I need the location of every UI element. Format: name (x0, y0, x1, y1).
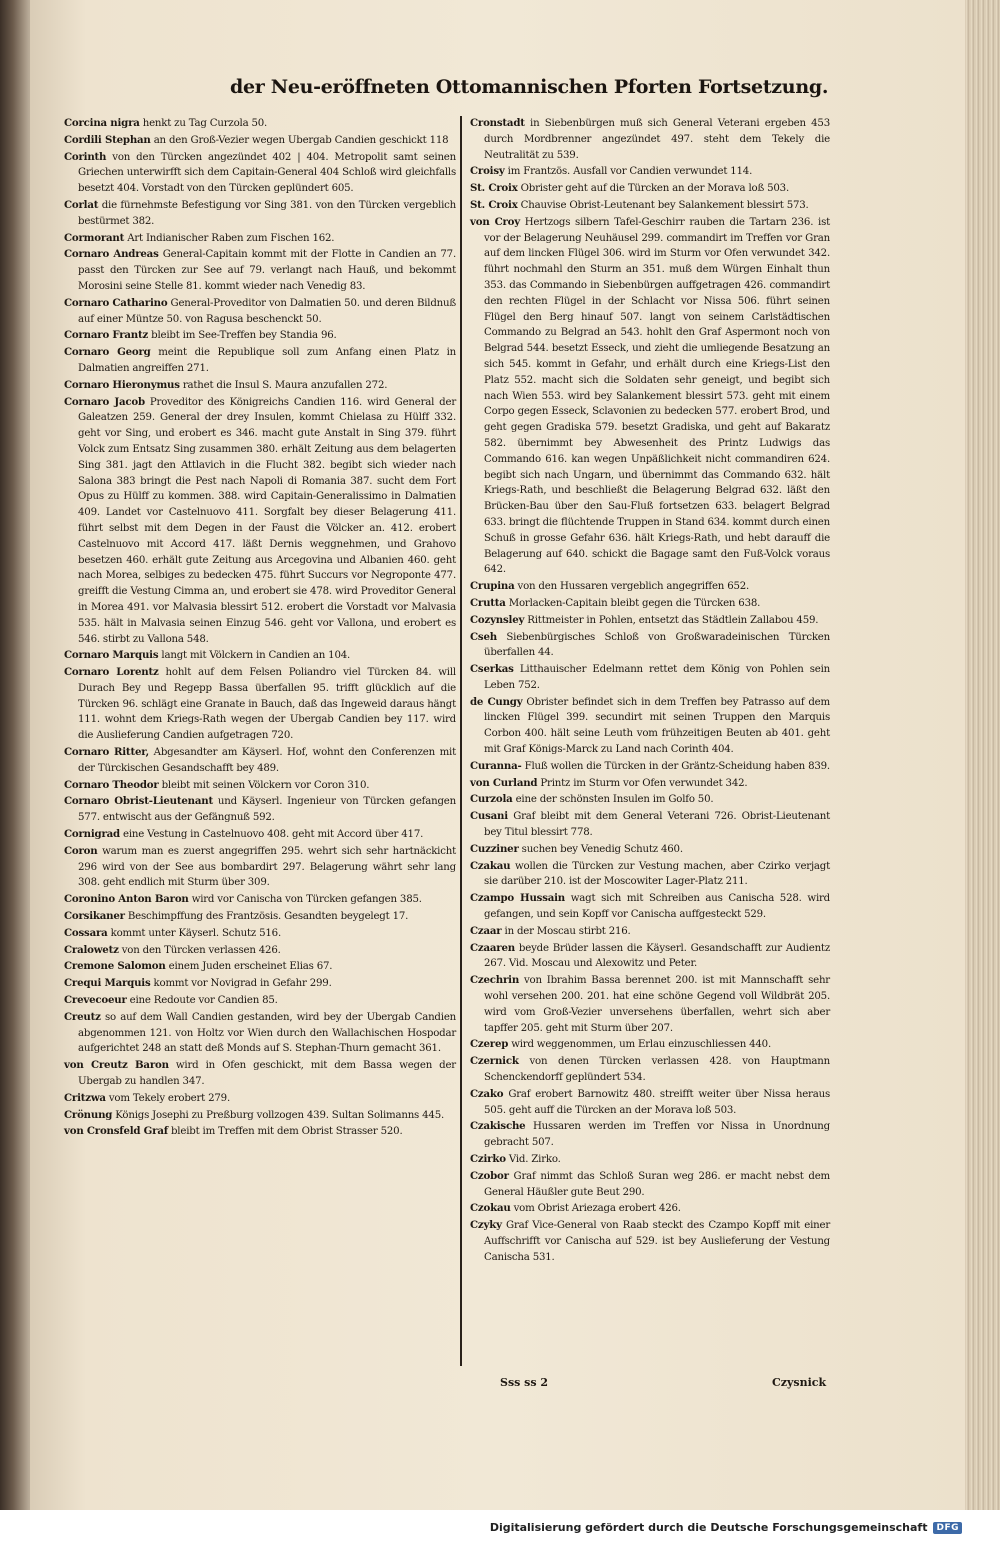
index-entry (64, 395, 456, 648)
entry-headword: Cordili Stephan (64, 133, 151, 146)
entry-headword: Czaar (470, 924, 502, 937)
index-entry (470, 891, 830, 923)
entry-headword: Crevecoeur (64, 994, 127, 1007)
entry-headword: Cornaro Hieronymus (64, 378, 180, 391)
index-entry (64, 150, 456, 197)
index-entry (64, 345, 456, 377)
entry-headword: Corsikaner (64, 910, 125, 923)
entry-headword: Czyky (470, 1219, 502, 1232)
index-entry (470, 859, 830, 891)
index-entry (64, 247, 456, 294)
entry-text: wagt sich mit Schreiben aus Canischa 528. wird gefangen, und sein Kopff vor Canischa auffgesteckt 529. (484, 893, 830, 921)
entry-text: Vid. Zirko. (508, 1154, 561, 1165)
page-edges (965, 0, 1000, 1510)
index-entry (470, 1037, 830, 1053)
index-entry (64, 665, 456, 744)
entry-headword: Cozynsley (470, 613, 525, 626)
index-entry (64, 378, 456, 394)
entry-text: General-Proveditor von Dalmatien 50. und deren Bildnuß auf einer Müntze 50. von Ragusa beschenckt 50. (78, 297, 456, 325)
index-column-left (64, 116, 456, 1141)
entry-headword: St. Croix (470, 182, 518, 195)
entry-text: Art Indianischer Raben zum Fischen 162. (127, 232, 335, 244)
index-entry (470, 116, 830, 163)
index-entry (470, 630, 830, 662)
entry-text: kommt unter Käyserl. Schutz 516. (110, 927, 281, 939)
index-entry (64, 892, 456, 908)
entry-text: bleibt im See-Treffen bey Standia 96. (151, 330, 337, 342)
column-rule (460, 116, 462, 1366)
entry-text: Graf bleibt mit dem General Veterani 726. Obrist-Lieutenant bey Titul blessirt 778. (484, 811, 830, 839)
entry-headword: Curzola (470, 793, 513, 806)
entry-text: Königs Josephi zu Preßburg vollzogen 439. Sultan Solimanns 445. (115, 1109, 445, 1121)
index-entry (470, 842, 830, 858)
index-entry (64, 827, 456, 843)
entry-text: Morlacken-Capitain bleibt gegen die Türcken 638. (508, 597, 761, 609)
entry-headword: Czokau (470, 1202, 511, 1215)
signature-mark: Sss ss 2 (500, 1376, 549, 1389)
entry-text: an den Groß-Vezier wegen Ubergab Candien geschickt 118 (153, 134, 449, 146)
index-entry (64, 993, 456, 1009)
index-entry (470, 1201, 830, 1217)
index-entry (64, 1091, 456, 1107)
entry-headword: Cornaro Theodor (64, 778, 159, 791)
entry-text: suchen bey Venedig Schutz 460. (521, 843, 683, 855)
entry-headword: Cornaro Georg (64, 346, 151, 359)
index-entry (470, 695, 830, 758)
entry-text: Hertzogs silbern Tafel-Geschirr rauben die Tartarn 236. ist vor der Belagerung Neuhäusel 299. commandirt im Treffen vor Gran auf dem lincken Flügel 306. wird im Sturm vor Ofen verwundet 342. führt nochmahl den Sturm an 351. muß dem Würgen Einhalt thun 353. das Commando in Siebenbürgen auffgetragen 426. commandirt den rechten Flügel in der Schlacht vor Nissa 506. führt seinen Flügel den Berg hinauf 507. langt von seinem Carlstädtischen Commando zu Belgrad an 543. hohlt den Graf Aspermont noch von Belgrad 544. besetzt Esseck, und zieht die umliegende Besatzung an sich 545. kommt in Gefahr, und erhält durch eine Kriegs-List den Platz 552. macht sich die Soldaten sehr geneigt, und begibt sich nach Wien 553. wird bey Salankement blessirt 573. geht mit einem Corpo gegen Esseck, Sclavonien zu bedecken 577. erobert Brod, und geht gegen Gradiska 579. besetzt Gradiska, und geht auf Bakaratz 582. übernimmt bey Abwesenheit des Printz Ludwigs das Commando 616. kan wegen Unpäßlichkeit nicht commandiren 624. begibt sich nach Ungarn, und übernimmt das Commando 632. hält Kriegs-Rath, und beschließt die Belagerung Belgrad 632. läßt den Brücken-Bau über den Sau-Fluß fortsetzen 633. belagert Belgrad 633. bringt die flüchtende Truppen in Stand 634. kommt durch einen Schuß in grosse Gefahr 636. hält Kriegs-Rath, und hebt darauff die Belagerung auf 640. schickt die Bagage samt den Fuß-Volck voraus 642. (484, 216, 830, 576)
entry-headword: Cossara (64, 926, 108, 939)
index-entry (470, 1218, 830, 1265)
entry-text: henkt zu Tag Curzola 50. (142, 118, 268, 129)
entry-text: Proveditor des Königreichs Candien 116. wird General der Galeatzen 259. General der drey Insulen, kommt Chielasa zu Hülff 332. geht vor Sing, und erobert es 346. macht gute Anstalt in Sing 379. führt Volck zum Entsatz Sing zusammen 380. erhält Zeitung aus dem belagerten Sing 381. jagt den Attlavich in die Flucht 382. begibt sich wieder nach Salona 383 bringt die Pest nach Napoli di Romania 387. sucht dem Fort Opus zu Hülff zu kommen. 388. wird Capitain-Generalissimo in Dalmatien 409. Landet vor Castelnuovo 411. Sorgfalt bey dieser Belagerung 411. führt selbst mit dem Degen in der Faust die Völcker an. 412. erobert Castelnuovo mit Accord 417. läßt Dernis weggnehmen, und Grahovo besetzen 460. erhält gute Zeitung aus Arcegovina und Albanien 460. geht nach Morea, selbiges zu bedecken 475. führt Succurs vor Negroponte 477. greifft die Vestung Cimma an, und erobert sie 478. wird Proveditor General in Morea 491. vor Malvasia blessirt 512. erobert die Vorstadt vor Malvasia 535. hält in Malvasia seinen Einzug 546. geht vor Vallona, und erobert es 546. stirbt zu Vallona 548. (78, 396, 456, 645)
index-entry (64, 976, 456, 992)
entry-text: Graf Vice-General von Raab steckt des Czampo Kopff mit einer Auffschrifft vor Canischa auf 529. ist bey Auslieferung der Vestung Canischa 531. (484, 1220, 830, 1263)
entry-text: von den Hussaren vergeblich angegriffen 652. (517, 581, 750, 593)
entry-text: warum man es zuerst angegriffen 295. wehrt sich sehr hartnäckicht 296 wird von der See aus bombardirt 297. Belagerung währt sehr lang 308. geht endlich mit Sturm über 309. (78, 845, 456, 889)
entry-headword: Corinth (64, 150, 107, 163)
digitization-credit (490, 1521, 962, 1534)
entry-headword: Cornaro Catharino (64, 296, 168, 309)
dfg-logo-icon: DFG (933, 1522, 962, 1534)
entry-headword: Cusani (470, 810, 508, 823)
index-entry (470, 579, 830, 595)
entry-text: in Siebenbürgen muß sich General Veterani ergeben 453 durch Mordbrenner angezündet 497. steht dem Tekely die Neutralität zu 539. (484, 118, 830, 161)
credit-text: Digitalisierung gefördert durch die Deutsche Forschungsgemeinschaft (489, 1521, 928, 1534)
entry-headword: Croisy (470, 165, 505, 178)
entry-text: Obrister befindet sich in dem Treffen bey Patrasso auf dem lincken Flügel 399. secundirt mit seinen Truppen den Marquis Corbon 400. hält seine Leuth vom frühzeitigen Beuten ab 401. geht mit Graf Königs-Marck zu Land nach Corinth 404. (484, 696, 830, 756)
entry-text: von Ibrahim Bassa berennet 200. ist mit Mannschafft sehr wohl versehen 200. 201. hat eine schöne Gegend voll Wildbrät 205. wird vom Groß-Vezier unversehens überfallen, wehrt sich aber tapffer 205. geht mit Sturm über 207. (484, 975, 830, 1034)
entry-headword: Czakau (470, 859, 511, 872)
entry-headword: Czako (470, 1087, 504, 1100)
index-entry (64, 1108, 456, 1124)
index-entry (64, 133, 456, 149)
index-entry (64, 959, 456, 975)
index-entry (470, 776, 830, 792)
entry-headword: Cserkas (470, 663, 514, 676)
index-entry (470, 941, 830, 973)
entry-text: wird in Ofen geschickt, mit dem Bassa wegen der Ubergab zu handlen 347. (78, 1060, 456, 1088)
entry-headword: Cornaro Jacob (64, 395, 145, 408)
index-entry (470, 662, 830, 694)
entry-headword: Cuzziner (470, 842, 519, 855)
entry-headword: Critzwa (64, 1091, 106, 1104)
index-entry (470, 164, 830, 180)
index-entry (64, 844, 456, 891)
index-entry (64, 745, 456, 777)
index-entry (64, 1058, 456, 1090)
catchword: Czysnick (772, 1376, 827, 1389)
entry-text: bleibt im Treffen mit dem Obrist Strasser 520. (170, 1126, 403, 1138)
entry-headword: de Cungy (470, 695, 523, 708)
entry-headword: Czechrin (470, 974, 520, 987)
index-entry (64, 198, 456, 230)
entry-headword: Crutta (470, 596, 506, 609)
entry-headword: Crequi Marquis (64, 977, 151, 990)
entry-headword: Czobor (470, 1169, 509, 1182)
index-entry (470, 973, 830, 1036)
entry-text: von den Türcken angezündet 402 | 404. Metropolit samt seinen Griechen unterwirfft sich dem Capitain-General 404 Schloß wird gleichfalls besetzt 404. Vorstadt von den Türcken geplündert 605. (78, 151, 456, 195)
entry-headword: Cornaro Lorentz (64, 666, 159, 679)
index-entry (470, 215, 830, 578)
entry-text: Chauvise Obrist-Leutenant bey Salankement blessirt 573. (520, 199, 809, 211)
entry-text: Graf erobert Barnowitz 480. streifft weiter über Nissa heraus 505. geht auff die Türcken an der Morava loß 503. (484, 1088, 830, 1116)
index-entry (470, 1152, 830, 1168)
entry-headword: von Croy (470, 215, 520, 228)
entry-text: langt mit Völckern in Candien an 104. (161, 650, 351, 662)
entry-headword: Cornigrad (64, 828, 120, 841)
entry-text: die fürnehmste Befestigung vor Sing 381. von den Türcken vergeblich bestürmet 382. (78, 199, 456, 227)
index-entry (64, 794, 456, 826)
index-entry (470, 1119, 830, 1151)
entry-headword: Corlat (64, 198, 99, 211)
entry-headword: St. Croix (470, 198, 518, 211)
index-entry (64, 926, 456, 942)
index-entry (470, 924, 830, 940)
entry-headword: von Creutz Baron (64, 1059, 169, 1072)
entry-text: im Frantzös. Ausfall vor Candien verwundet 114. (507, 166, 753, 178)
entry-text: hohlt auf dem Felsen Poliandro viel Türcken 84. will Durach Bey und Regepp Bassa überfallen 95. trifft glücklich auf die Türcken 96. schlägt eine Granate in Bauch, daß das Ingeweid daraus hängt 111. wohnt dem Kriegs-Rath wegen der Ubergab Candien bey 117. wird die Auslieferung Candien aufgetragen 720. (78, 667, 456, 742)
entry-text: wird weggenommen, um Erlau einzuschliessen 440. (511, 1039, 771, 1051)
entry-headword: Cseh (470, 630, 497, 643)
index-entry (470, 809, 830, 841)
entry-headword: Corcina nigra (64, 117, 140, 129)
index-entry (64, 778, 456, 794)
entry-text: von denen Türcken verlassen 428. von Hauptmann Schenckendorff geplündert 534. (484, 1056, 830, 1084)
index-entry (64, 231, 456, 247)
entry-headword: Czaaren (470, 941, 515, 954)
entry-text: Beschimpffung des Frantzösis. Gesandten beygelegt 17. (127, 911, 409, 923)
entry-headword: Czirko (470, 1153, 506, 1165)
entry-text: Siebenbürgisches Schloß von Großwaradeinischen Türcken überfallen 44. (484, 631, 831, 659)
entry-text: und Käyserl. Ingenieur von Türcken gefangen 577. entwischt aus der Gefängnuß 592. (78, 796, 456, 824)
entry-text: Litthauischer Edelmann rettet dem König von Pohlen sein Leben 752. (484, 664, 830, 691)
entry-text: rathet die Insul S. Maura anzufallen 272. (182, 379, 388, 391)
entry-text: vom Tekely erobert 279. (108, 1092, 231, 1104)
index-entry (470, 1087, 830, 1119)
entry-headword: Cormorant (64, 231, 125, 244)
entry-text: so auf dem Wall Candien gestanden, wird bey der Ubergab Candien abgenommen 121. von Holtz vor Wien durch den Wallachischen Hospodar aufgerichtet 248 an statt deß Monds auf S. Stephan-Thurn gemacht 361. (78, 1011, 457, 1055)
entry-text: eine Vestung in Castelnuovo 408. geht mit Accord über 417. (123, 829, 424, 841)
entry-text: Rittmeister in Pohlen, entsetzt das Städtlein Zallabou 459. (527, 614, 819, 626)
entry-headword: Cornaro Andreas (64, 248, 159, 261)
entry-text: in der Moscau stirbt 216. (504, 925, 631, 937)
entry-text: eine Redoute vor Candien 85. (129, 995, 278, 1007)
index-entry (64, 648, 456, 664)
entry-headword: von Cronsfeld Graf (64, 1125, 168, 1138)
entry-headword: Crönung (64, 1108, 113, 1121)
index-entry (470, 198, 830, 214)
entry-headword: Cornaro Frantz (64, 329, 149, 342)
entry-text: Printz im Sturm vor Ofen verwundet 342. (540, 777, 748, 789)
entry-text: Abgesandter am Käyserl. Hof, wohnt den Conferenzen mit der Türckischen Gesandschafft bey 489. (78, 747, 456, 774)
index-entry (470, 181, 830, 197)
entry-headword: Crupina (470, 580, 515, 593)
entry-headword: Coronino Anton Baron (64, 893, 189, 906)
entry-text: Obrister geht auf die Türcken an der Morava loß 503. (520, 183, 789, 195)
entry-headword: von Curland (470, 776, 538, 789)
entry-headword: Cremone Salomon (64, 960, 166, 973)
entry-text: Graf nimmt das Schloß Suran weg 286. er macht nebst dem General Häußler gute Beut 290. (484, 1170, 830, 1198)
entry-text: General-Capitain kommt mit der Flotte in Candien an 77. passt den Türcken zur See auf 79. verlangt nach Hauß, und bekommt Morosini seine Stelle 81. kommt wieder nach Venedig 83. (78, 249, 457, 292)
entry-headword: Cornaro Ritter, (64, 746, 150, 759)
entry-headword: Czerep (470, 1038, 509, 1051)
index-entry (64, 1010, 456, 1057)
entry-text: von den Türcken verlassen 426. (121, 944, 281, 956)
entry-text: bleibt mit seinen Völckern vor Coron 310. (161, 779, 370, 791)
entry-text: wollen die Türcken zur Vestung machen, aber Czirko verjagt sie darüber 210. ist der Moscowiter Lager-Platz 211. (484, 860, 831, 888)
entry-text: meint die Republique soll zum Anfang einen Platz in Dalmatien angreiffen 271. (78, 347, 456, 374)
index-entry (470, 759, 830, 775)
index-entry (470, 613, 830, 629)
index-entry (64, 328, 456, 344)
index-entry (64, 943, 456, 959)
entry-headword: Czernick (470, 1055, 519, 1068)
index-entry (64, 1124, 456, 1140)
entry-headword: Cornaro Marquis (64, 649, 159, 662)
entry-headword: Curanna- (470, 759, 522, 772)
index-entry (64, 909, 456, 925)
index-entry (64, 296, 456, 328)
entry-text: vom Obrist Ariezaga erobert 426. (513, 1203, 681, 1215)
entry-text: kommt vor Novigrad in Gefahr 299. (153, 978, 332, 990)
entry-text: einem Juden erscheinet Elias 67. (168, 961, 333, 973)
entry-headword: Coron (64, 844, 98, 857)
entry-headword: Czampo Hussain (470, 892, 566, 905)
entry-text: eine der schönsten Insulen im Golfo 50. (515, 794, 714, 806)
entry-text: Hussaren werden im Treffen vor Nissa in Unordnung gebracht 507. (484, 1121, 830, 1149)
index-entry (470, 1054, 830, 1086)
index-entry (470, 792, 830, 808)
entry-headword: Cornaro Obrist-Lieutenant (64, 795, 213, 808)
entry-headword: Creutz (64, 1010, 101, 1023)
entry-text: Fluß wollen die Türcken in der Gräntz-Scheidung haben 839. (524, 760, 830, 772)
entry-headword: Cronstadt (470, 117, 525, 129)
book-gutter-shadow (0, 0, 32, 1543)
index-entry (470, 1169, 830, 1201)
entry-text: wird vor Canischa von Türcken gefangen 385. (191, 894, 422, 906)
index-entry (64, 116, 456, 132)
entry-headword: Cralowetz (64, 943, 119, 956)
entry-text: beyde Brüder lassen die Käyserl. Gesandschafft zur Audientz 267. Vid. Moscau und Alexowitz und Peter. (484, 942, 830, 970)
index-entry (470, 596, 830, 612)
entry-headword: Czakische (470, 1120, 526, 1133)
index-column-right (470, 116, 830, 1267)
running-head: der Neu-eröffneten Ottomannischen Pforten Fortsetzung. (230, 76, 829, 98)
